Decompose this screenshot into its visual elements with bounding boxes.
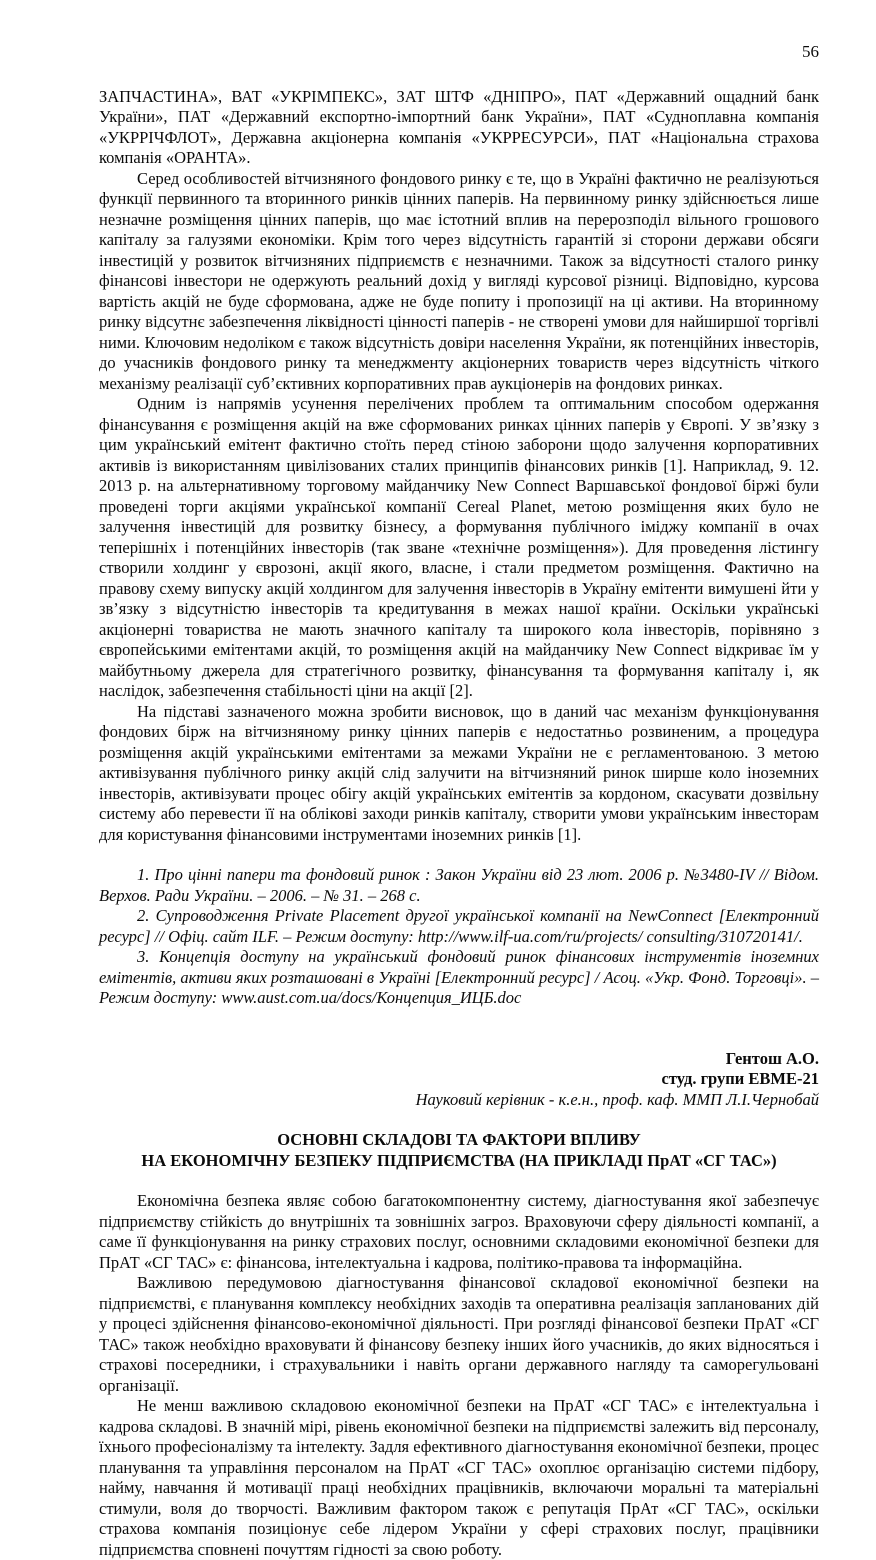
- reference-item: 1. Про цінні папери та фондовий ринок : Закон України від 23 лют. 2006 р. №3480-IV // Відом. Верхов. Ради України. – 2006. – № 31. – 268 с.: [99, 865, 819, 905]
- advisor-line: Науковий керівник - к.е.н., проф. каф. ММП Л.І.Чернобай: [415, 1089, 819, 1109]
- references-list: [99, 865, 819, 1009]
- article-title-line-1: ОСНОВНІ СКЛАДОВІ ТА ФАКТОРИ ВПЛИВУ: [277, 1130, 641, 1149]
- reference-item: 2. Супроводження Private Placement другої української компанії на NewConnect [Електронний ресурс] // Офіц. сайт ILF. – Режим доступу: http://www.ilf-ua.com/ru/projects/ consulting/310720141/.: [99, 906, 819, 946]
- author-block: [99, 1049, 819, 1111]
- paragraph: Не менш важливою складовою економічної безпеки на ПрАТ «СГ ТАС» є інтелектуальна і кадрова складові. В значній мірі, рівень економічної безпеки на підприємстві залежить від персоналу, їхнього професіоналізму та інтелекту. Задля ефективного діагностування економічної безпеки, процес планування та управління персоналом на ПрАТ «СГ ТАС» охоплює організацію системи підбору, найму, навчання й мотивації праці необхідних працівників, включаючи моральні та матеріальні стимули, воля до творчості. Важливим фактором також є репутація ПрАт «СГ ТАС», оскільки страхова компанія позиціонує себе лідером України у сфері страхових послуг, працівники підприємства сповнені почуттям гідності за свою роботу.: [99, 1396, 819, 1559]
- article-title: [99, 1130, 819, 1171]
- paragraph: Серед особливостей вітчизняного фондового ринку є те, що в Україні фактично не реалізуються функції первинного та вторинного ринків цінних паперів. На первинному ринку здійснюється лише незначне розміщення цінних паперів, що має істотний вплив на перерозподіл вільного грошового капіталу за галузями економіки. Крім того через відсутність гарантій зі сторони держави обсяги інвестицій у розвиток вітчизняних підприємств є незначними. Також за відсутності сталого ринку фінансові інвестори не одержують реальний дохід у вигляді курсової різниці. Відповідно, курсова вартість акцій не буде сформована, адже не буде попиту і пропозиції на ці активи. На вторинному ринку відсутнє забезпечення ліквідності цінності паперів - не створені умови для найширшої торгівлі ними. Ключовим недоліком є також відсутність довіри населення України, як потенційних інвесторів, до учасників фондового ринку та менеджменту акціонерних товариств через відсутність чіткого механізму реалізації суб’єктивних корпоративних прав аукціонерів на фондових ринках.: [99, 168, 819, 393]
- economic-security-article: [99, 1191, 819, 1560]
- paragraph-continued: ЗАПЧАСТИНА», ВАТ «УКРІМПЕКС», ЗАТ ШТФ «ДНІПРО», ПАТ «Державний ощадний банк України», ПАТ «Державний експортно-імпортний банк України», ПАТ «Судноплавна компанія «УКРРІЧФЛОТ», Державна акціонерна компанія «УКРРЕСУРСИ», ПАТ «Національна страхова компанія «ОРАНТА».: [99, 86, 819, 167]
- author-group: студ. групи ЕВМЕ-21: [661, 1069, 819, 1088]
- paragraph: На підставі зазначеного можна зробити висновок, що в даний час механізм функціонування фондових бірж на вітчизняному ринку цінних паперів є недостатньо розвиненим, а процедура розміщення акцій українськими емітентами за межами України не є регламентованою. З метою активізування публічного ринку акцій слід залучити на вітчизняний ринок ширше коло іноземних інвесторів, активізувати процес обігу акцій українських емітентів за кордоном, скасувати дозвільну систему або перевести її на облікові заходи ринків капіталу, створити умови українським інвесторам для користування фінансовими інструментами іноземних ринків [1].: [99, 701, 819, 844]
- paragraph: Одним із напрямів усунення перелічених проблем та оптимальним способом одержання фінансування є розміщення акцій на вже сформованих ринках цінних паперів у Європі. У зв’язку з цим український емітент фактично стоїть перед стіною заборони щодо залучення корпоративних активів із використанням цивілізованих сталих принципів фінансових ринків [1]. Наприклад, 9. 12. 2013 р. на альтернативному торговому майданчику New Connect Варшавської фондової біржі були проведені торги акціями української компанії Cereal Planet, метою розміщення яких було не залучення інвестицій для розвитку бізнесу, а формування публічного іміджу компанії в очах теперішніх і потенційних інвесторів (так зване «технічне розміщення»). Для проведення лістингу створили холдинг у єврозоні, акції якого, власне, і стали предметом розміщення. Фактично на правову схему випуску акцій холдингом для залучення інвесторів в Україну емітенти вимушені йти у зв’язку з відсутністю інвесторів та кредитування в межах нашої країни. Оскільки українські акціонерні товариства не мають значного капіталу та широкого кола інвесторів, порівняно з європейськими емітентами акцій, то розміщення акцій на майданчику New Connect відкриває їм у майбутньому джерела для стратегічного розвитку, фінансування та формування капіталу і, як наслідок, забезпечення стабільності ціни на акції [2].: [99, 394, 819, 700]
- author-name: Гентош А.О.: [725, 1048, 819, 1068]
- paragraph: Економічна безпека являє собою багатокомпонентну систему, діагностування якої забезпечує підприємству стійкість до внутрішніх та зовнішніх загроз. Враховуючи сферу діяльності компанії, а саме її функціонування на ринку страхових послуг, основними складовими економічної безпеки для ПрАТ «СГ ТАС» є: фінансова, інтелектуальна і кадрова, політико-правова та інформаційна.: [99, 1191, 819, 1272]
- page-number: 56: [802, 42, 819, 61]
- reference-item: 3. Концепція доступу на український фондовий ринок фінансових інструментів іноземних емітентів, активи яких розташовані в Україні [Електронний ресурс] / Асоц. «Укр. Фонд. Торговці». – Режим доступу: www.aust.com.ua/docs/Концепция_ИЦБ.doc: [99, 947, 819, 1007]
- paragraph: Важливою передумовою діагностування фінансової складової економічної безпеки на підприємстві, є планування комплексу необхідних заходів та оперативна реалізація запланованих дій у процесі здійснення фінансово-економічної діяльності. При розгляді фінансової безпеки ПрАТ «СГ ТАС» також необхідно враховувати й фінансову безпеку інших його учасників, до яких відносяться і страхові посередники, і страхувальники і навіть органи державного нагляду та саморегульовані організації.: [99, 1273, 819, 1395]
- article-title-line-2: НА ЕКОНОМІЧНУ БЕЗПЕКУ ПІДПРИЄМСТВА (НА ПРИКЛАДІ ПрАТ «СГ ТАС»): [141, 1150, 777, 1170]
- fund-market-article: [99, 87, 819, 1009]
